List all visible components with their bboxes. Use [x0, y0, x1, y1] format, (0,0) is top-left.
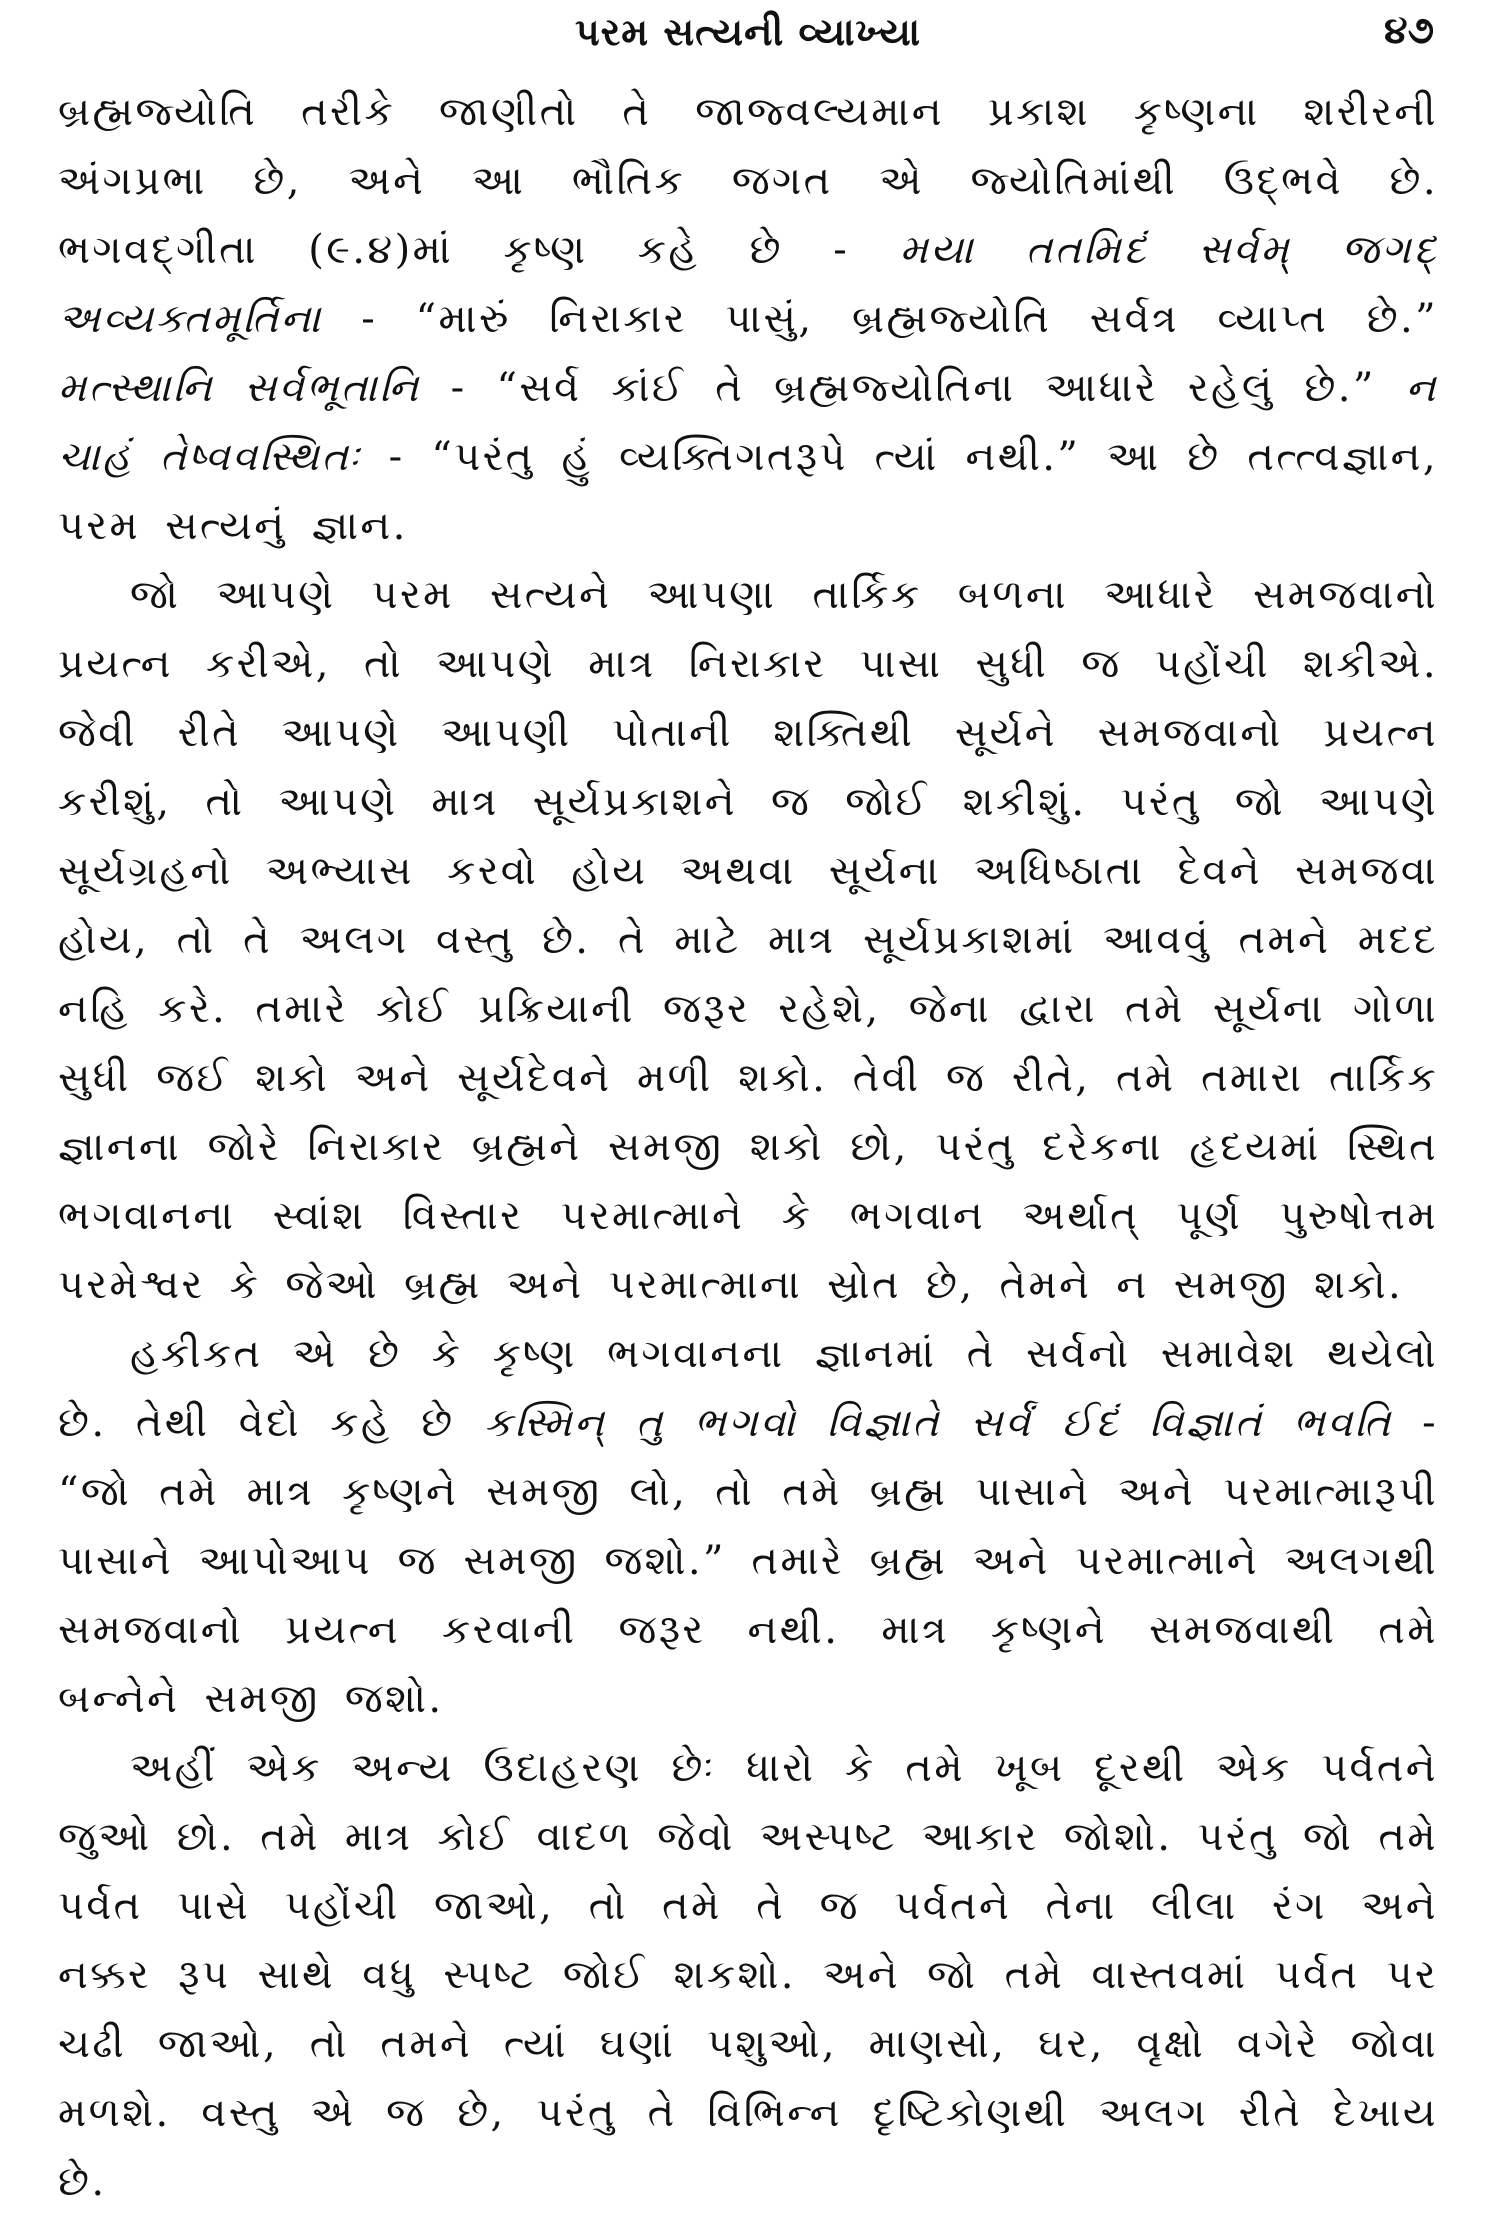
- text-span: અહીં એક અન્ય ઉદાહરણ છેઃ ધારો કે તમે ખૂબ દૂરથી એક પર્વતને જુઓ છો. તમે માત્ર કોઈ વાદળ જેવો અસ્પષ્ટ આકાર જોશો. પરંતુ જો તમે પર્વત પાસે પહોંચી જાઓ, તો તમે તે જ પર્વતને તેના લીલા રંગ અને નક્કર રૂપ સાથે વધુ સ્પષ્ટ જોઈ શકશો. અને જો તમે વાસ્તવમાં પર્વત પર ચઢી જાઓ, તો તમને ત્યાં ઘણાં પશુઓ, માણસો, ઘર, વૃક્ષો વગેરે જોવા મળશે. વસ્તુ એ જ છે, પરંતુ તે વિભિન્ન દૃષ્ટિકોણથી અલગ રીતે દેખાય છે.: [58, 1745, 1438, 2205]
- paragraph-1: [58, 78, 1438, 561]
- paragraph-3: [58, 1320, 1438, 1734]
- body-text: [58, 78, 1438, 2217]
- sanskrit-verse-quote: ન ચાહં તેષ્વવસ્થિતઃ: [58, 365, 1438, 480]
- sanskrit-verse-quote: મયા તતમિદં સર્વમ્ જગદ્ અવ્યક્તમૂર્તિના: [58, 227, 1438, 342]
- text-span: હકીકત એ છે કે કૃષ્ણ ભગવાનના જ્ઞાનમાં તે સર્વનો સમાવેશ થયેલો છે. તેથી વેદો કહે છે: [58, 1331, 1438, 1446]
- running-head: [58, 0, 1438, 78]
- running-title: પરમ સત્યની વ્યાખ્યા: [574, 10, 922, 54]
- text-span: - “પરંતુ હું વ્યક્તિગતરૂપે ત્યાં નથી.” આ છે તત્ત્વજ્ઞાન, પરમ સત્યનું જ્ઞાન.: [58, 434, 1438, 549]
- paragraph-4: [58, 1734, 1438, 2217]
- text-span: જો આપણે પરમ સત્યને આપણા તાર્કિક બળના આધારે સમજવાનો પ્રયત્ન કરીએ, તો આપણે માત્ર નિરાકાર પાસા સુધી જ પહોંચી શકીએ. જેવી રીતે આપણે આપણી પોતાની શક્તિથી સૂર્યને સમજવાનો પ્રયત્ન કરીશું, તો આપણે માત્ર સૂર્યપ્રકાશને જ જોઈ શકીશું. પરંતુ જો આપણે સૂર્યગ્રહનો અભ્યાસ કરવો હોય અથવા સૂર્યના અધિષ્ઠાતા દેવને સમજવા હોય, તો તે અલગ વસ્તુ છે. તે માટે માત્ર સૂર્યપ્રકાશમાં આવવું તમને મદદ નહિ કરે. તમારે કોઈ પ્રક્રિયાની જરૂર રહેશે, જેના દ્વારા તમે સૂર્યના ગોળા સુધી જઈ શકો અને સૂર્યદેવને મળી શકો. તેવી જ રીતે, તમે તમારા તાર્કિક જ્ઞાનના જોરે નિરાકાર બ્રહ્મને સમજી શકો છો, પરંતુ દરેકના હૃદયમાં સ્થિત ભગવાનના સ્વાંશ વિસ્તાર પરમાત્માને કે ભગવાન અર્થાત્ પૂર્ણ પુરુષોત્તમ પરમેશ્વર કે જેઓ બ્રહ્મ અને પરમાત્માના સ્રોત છે, તેમને ન સમજી શકો.: [58, 572, 1438, 1308]
- sanskrit-verse-quote: કસ્મિન્ તુ ભગવો વિજ્ઞાતે સર્વં ઈદં વિજ્ઞાતં ભવતિ: [483, 1400, 1393, 1446]
- page-number: ૪૭: [1384, 8, 1434, 52]
- text-span: બ્રહ્મજ્યોતિ તરીકે જાણીતો તે જાજ્વલ્યમાન પ્રકાશ કૃષ્ણના શરીરની અંગપ્રભા છે, અને આ ભૌતિક જગત એ જ્યોતિમાંથી ઉદ્ભવે છે. ભગવદ્ગીતા (૯.૪)માં કૃષ્ણ કહે છે -: [58, 89, 1438, 273]
- text-span: - “જો તમે માત્ર કૃષ્ણને સમજી લો, તો તમે બ્રહ્મ પાસાને અને પરમાત્મારૂપી પાસાને આપોઆપ જ સમજી જશો.” તમારે બ્રહ્મ અને પરમાત્માને અલગથી સમજવાનો પ્રયત્ન કરવાની જરૂર નથી. માત્ર કૃષ્ણને સમજવાથી તમે બન્નેને સમજી જશો.: [58, 1400, 1438, 1722]
- text-span: - “મારું નિરાકાર પાસું, બ્રહ્મજ્યોતિ સર્વત્ર વ્યાપ્ત છે.”: [322, 296, 1438, 342]
- text-span: - “સર્વ કાંઈ તે બ્રહ્મજ્યોતિના આધારે રહેલું છે.”: [420, 365, 1406, 411]
- paragraph-2: [58, 561, 1438, 1320]
- sanskrit-verse-quote: મત્સ્થાનિ સર્વભૂતાનિ: [58, 365, 421, 411]
